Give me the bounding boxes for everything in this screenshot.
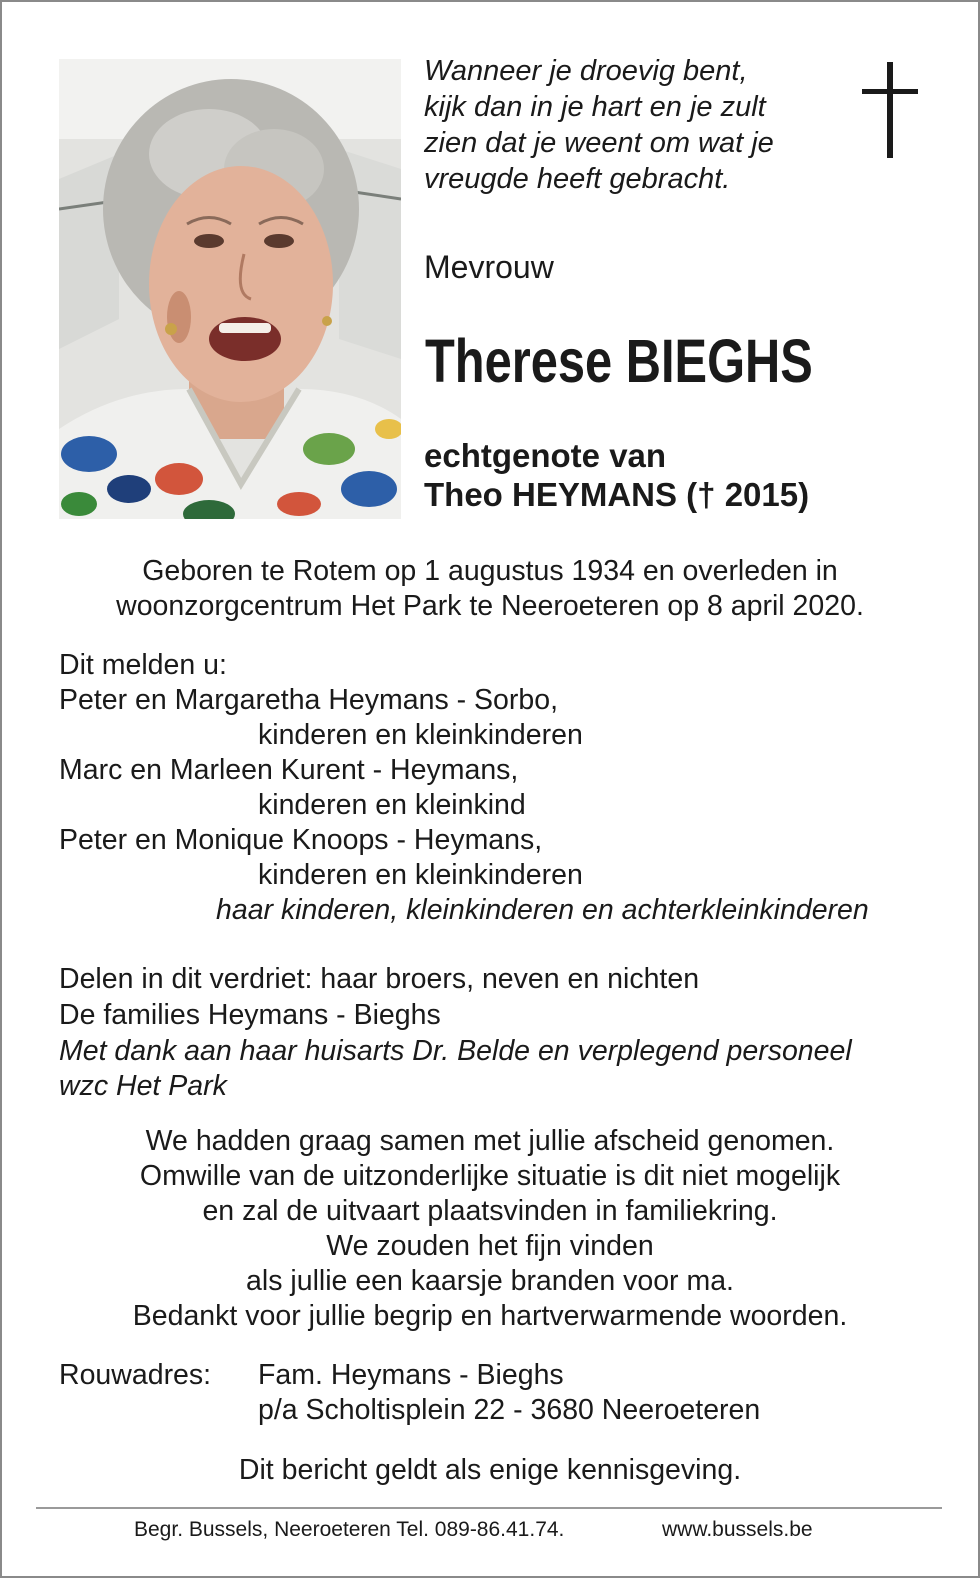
message-line: We zouden het fijn vinden	[326, 1230, 654, 1262]
message-line: als jullie een kaarsje branden voor ma.	[246, 1265, 734, 1297]
message-line: en zal de uitvaart plaatsvinden in familiekring.	[202, 1195, 778, 1227]
deceased-name: Therese BIEGHS	[425, 327, 813, 395]
footer-divider	[36, 1507, 942, 1509]
portrait-photo	[59, 59, 401, 519]
undertaker: Begr. Bussels, Neeroeteren Tel. 089-86.41.74.	[134, 1518, 565, 1541]
message-line: We hadden graag samen met jullie afscheid genomen.	[145, 1125, 835, 1157]
quote-line: kijk dan in je hart en je zult	[424, 91, 766, 123]
family-name: Peter en Margaretha Heymans - Sorbo,	[59, 684, 558, 716]
share-line: Delen in dit verdriet: haar broers, neven en nichten	[59, 963, 700, 995]
website-link[interactable]: www.bussels.be	[662, 1518, 813, 1541]
spouse-relation: echtgenote van	[424, 437, 667, 474]
family-name: Peter en Monique Knoops - Heymans,	[59, 824, 543, 856]
message-line: Omwille van de uitzonderlijke situatie is dit niet mogelijk	[139, 1160, 841, 1192]
quote-line: vreugde heeft gebracht.	[424, 163, 731, 195]
family-sub: kinderen en kleinkinderen	[258, 719, 583, 751]
announce-intro: Dit melden u:	[59, 649, 227, 681]
address-label: Rouwadres:	[59, 1359, 212, 1391]
spouse-name: Theo HEYMANS († 2015)	[424, 476, 810, 513]
message-line: Bedankt voor jullie begrip en hartverwarmende woorden.	[132, 1300, 848, 1332]
thanks-line: wzc Het Park	[59, 1070, 227, 1102]
salutation: Mevrouw	[424, 249, 554, 285]
quote-line: zien dat je weent om wat je	[424, 127, 774, 159]
thanks-line: Met dank aan haar huisarts Dr. Belde en verplegend personeel	[59, 1035, 852, 1067]
share-line: De families Heymans - Bieghs	[59, 999, 441, 1031]
notice: Dit bericht geldt als enige kennisgeving.	[238, 1454, 742, 1486]
life-line: Geboren te Rotem op 1 augustus 1934 en overleden in	[142, 555, 838, 587]
address-line: Fam. Heymans - Bieghs	[258, 1359, 564, 1391]
latin-cross-icon	[862, 62, 918, 158]
life-line: woonzorgcentrum Het Park te Neeroeteren op 8 april 2020.	[116, 590, 864, 622]
address-line: p/a Scholtisplein 22 - 3680 Neeroeteren	[258, 1394, 761, 1426]
announce-summary: haar kinderen, kleinkinderen en achterkleinkinderen	[216, 894, 869, 926]
quote-line: Wanneer je droevig bent,	[424, 55, 748, 87]
family-name: Marc en Marleen Kurent - Heymans,	[59, 754, 519, 786]
family-sub: kinderen en kleinkind	[258, 789, 526, 821]
family-sub: kinderen en kleinkinderen	[258, 859, 583, 891]
